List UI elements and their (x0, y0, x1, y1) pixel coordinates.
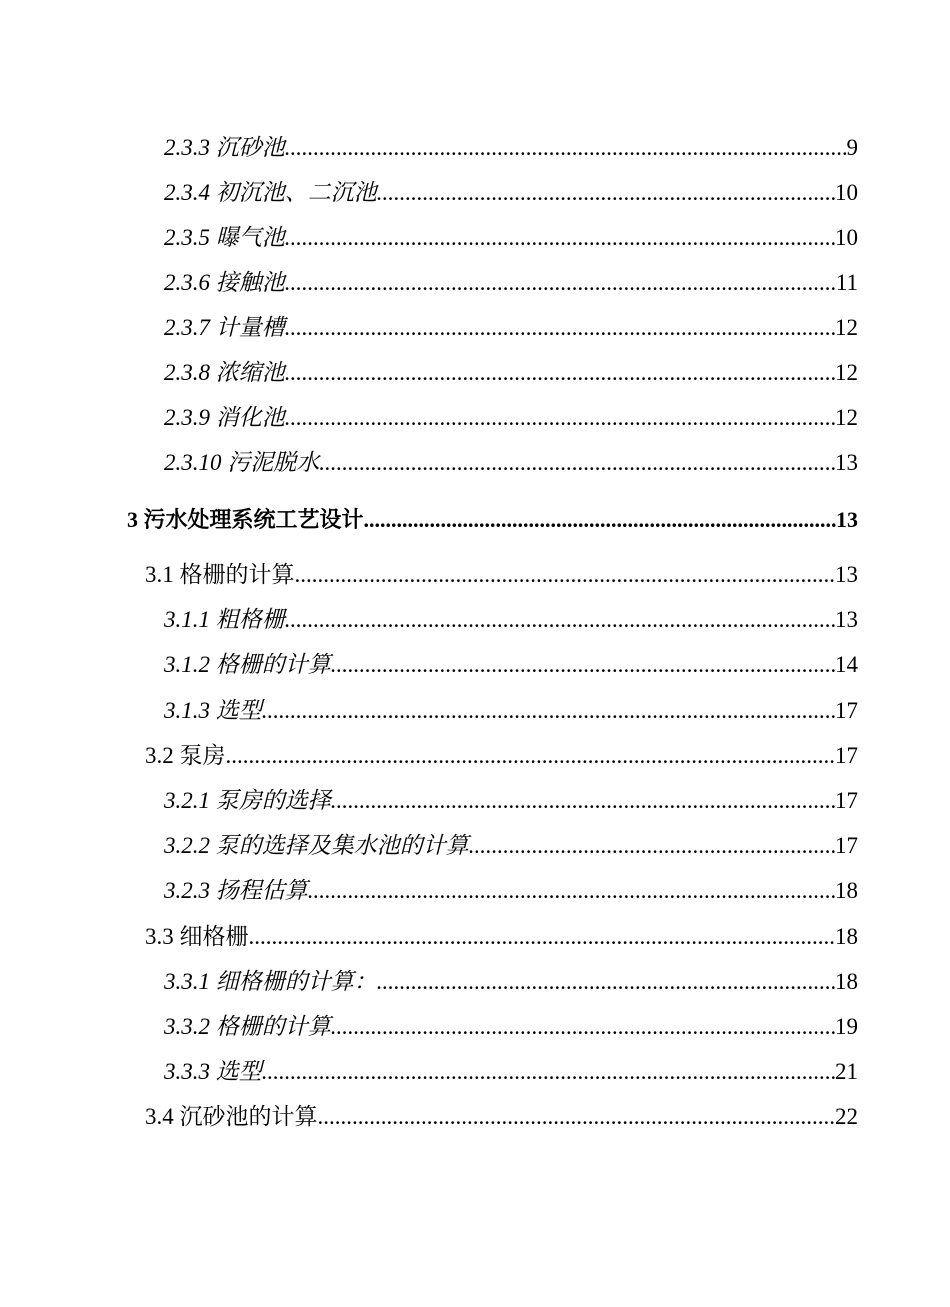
toc-entry-label: 2.3.4 初沉池、二沉池 (164, 180, 377, 205)
toc-dot-leader (226, 741, 836, 771)
toc-page-number: 18 (835, 878, 858, 903)
toc-entry-2-3-4[interactable] (164, 178, 858, 208)
toc-entry-label: 2.3.5 曝气池 (164, 225, 285, 250)
toc-entry-label: 2.3.6 接触池 (164, 270, 285, 295)
toc-entry-label: 3.3.3 选型 (164, 1059, 262, 1084)
toc-entry-label: 2.3.8 浓缩池 (164, 360, 285, 385)
toc-entry-3-2[interactable] (145, 741, 858, 771)
toc-page-number: 17 (835, 833, 858, 858)
toc-entry-3-3-1[interactable] (164, 967, 858, 997)
toc-page-number: 12 (835, 405, 858, 430)
toc-dot-leader (285, 223, 835, 253)
toc-entry-3-1-2[interactable] (164, 650, 858, 680)
toc-page-number: 22 (835, 1104, 858, 1129)
toc-dot-leader (377, 967, 835, 997)
toc-entry-3-1-3[interactable] (164, 696, 858, 726)
toc-entry-label: 3.3 细格栅 (145, 924, 249, 949)
toc-dot-leader (364, 505, 836, 535)
toc-entry-2-3-6[interactable] (164, 268, 858, 298)
toc-page-number: 10 (835, 180, 858, 205)
toc-entry-label: 3.4 沉砂池的计算 (145, 1104, 318, 1129)
toc-dot-leader (262, 696, 835, 726)
toc-dot-leader (318, 1102, 836, 1132)
toc-page-number: 17 (835, 743, 858, 768)
toc-entry-3-3-2[interactable] (164, 1012, 858, 1042)
toc-page-number: 10 (835, 225, 858, 250)
toc-page-number: 9 (846, 135, 858, 160)
toc-dot-leader (295, 560, 836, 590)
toc-dot-leader (331, 1012, 835, 1042)
toc-page-number: 12 (835, 315, 858, 340)
toc-entry-label: 3.1.2 格栅的计算 (164, 652, 331, 677)
toc-entry-3-1[interactable] (145, 560, 858, 590)
toc-page-number: 18 (835, 969, 858, 994)
toc-dot-leader (469, 831, 835, 861)
toc-entry-2-3-7[interactable] (164, 313, 858, 343)
toc-entry-2-3-9[interactable] (164, 403, 858, 433)
toc-page-number: 13 (835, 607, 858, 632)
toc-entry-3-1-1[interactable] (164, 605, 858, 635)
toc-entry-3[interactable] (127, 505, 858, 535)
toc-entry-3-3[interactable] (145, 922, 858, 952)
toc-dot-leader (308, 876, 835, 906)
toc-dot-leader (285, 358, 835, 388)
toc-entry-3-3-3[interactable] (164, 1057, 858, 1087)
toc-dot-leader (249, 922, 836, 952)
toc-page-number: 18 (835, 924, 858, 949)
toc-entry-label: 3.1.3 选型 (164, 698, 262, 723)
toc-entry-label: 3.3.1 细格栅的计算： (164, 969, 377, 994)
toc-entry-label: 2.3.3 沉砂池 (164, 135, 285, 160)
toc-page-number: 11 (835, 270, 858, 295)
toc-entry-2-3-3[interactable] (164, 133, 858, 163)
toc-entry-3-4[interactable] (145, 1102, 858, 1132)
toc-page-number: 12 (835, 360, 858, 385)
toc-dot-leader (285, 403, 835, 433)
toc-entry-label: 2.3.7 计量槽 (164, 315, 285, 340)
toc-page-number: 13 (835, 450, 858, 475)
toc-page-number: 21 (835, 1059, 858, 1084)
toc-page-number: 13 (836, 507, 858, 532)
toc-page-number: 17 (835, 698, 858, 723)
toc-entry-label: 3.2 泵房 (145, 743, 226, 768)
toc-page-number: 13 (835, 562, 858, 587)
toc-dot-leader (262, 1057, 835, 1087)
toc-entry-label: 3.2.1 泵房的选择 (164, 788, 331, 813)
toc-entry-label: 3.2.3 扬程估算 (164, 878, 308, 903)
toc-entry-label: 2.3.9 消化池 (164, 405, 285, 430)
toc-entry-3-2-2[interactable] (164, 831, 858, 861)
toc-entry-2-3-5[interactable] (164, 223, 858, 253)
toc-entry-label: 3.1 格栅的计算 (145, 562, 295, 587)
toc-entry-label: 3.1.1 粗格栅 (164, 607, 285, 632)
toc-dot-leader (331, 650, 835, 680)
toc-page-number: 17 (835, 788, 858, 813)
toc-entry-2-3-8[interactable] (164, 358, 858, 388)
toc-entry-2-3-10[interactable] (164, 448, 858, 478)
toc-entry-label: 3.3.2 格栅的计算 (164, 1014, 331, 1039)
toc-dot-leader (285, 268, 836, 298)
toc-entry-label: 2.3.10 污泥脱水 (164, 450, 320, 475)
toc-entry-3-2-1[interactable] (164, 786, 858, 816)
toc-page-number: 19 (835, 1014, 858, 1039)
toc-entry-3-2-3[interactable] (164, 876, 858, 906)
toc-dot-leader (319, 448, 835, 478)
toc-entry-label: 3.2.2 泵的选择及集水池的计算 (164, 833, 469, 858)
toc-dot-leader (285, 133, 847, 163)
toc-dot-leader (285, 605, 835, 635)
toc-dot-leader (285, 313, 835, 343)
toc-dot-leader (377, 178, 835, 208)
toc-dot-leader (331, 786, 835, 816)
toc-entry-label: 3 污水处理系统工艺设计 (127, 507, 364, 532)
toc-page-number: 14 (835, 652, 858, 677)
